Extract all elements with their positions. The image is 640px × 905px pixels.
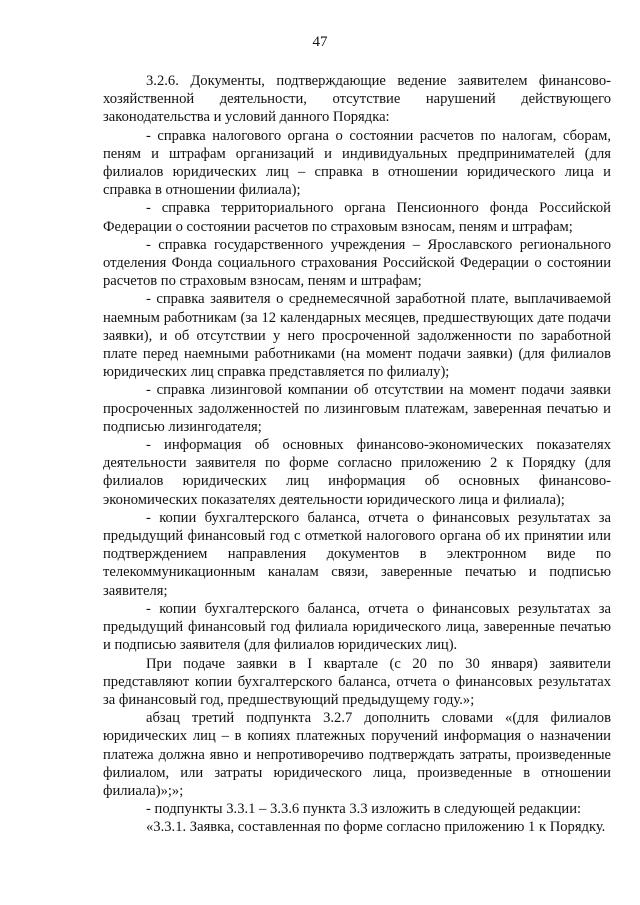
paragraph: - копии бухгалтерского баланса, отчета о финансовых результатах за предыдущий финансовый год с отметкой налогового органа об их принятии или подтверждением направления документов в электронном виде по телекоммуникационным каналам связи, заверенные печатью и подписью заявителя; xyxy=(103,509,611,599)
page-number: 47 xyxy=(312,34,328,50)
paragraph: - копии бухгалтерского баланса, отчета о финансовых результатах за предыдущий финансовый год филиала юридического лица, заверенные печатью и подписью заявителя (для филиалов юридических лиц). xyxy=(103,600,611,654)
paragraph: - справка налогового органа о состоянии расчетов по налогам, сборам, пеням и штрафам организаций и индивидуальных предпринимателей (для филиалов юридических лиц – справка в отношении юридического лица и справка в отношении филиала); xyxy=(103,127,611,199)
paragraph: - информация об основных финансово-экономических показателях деятельности заявителя по форме согласно приложению 2 к Порядку (для филиалов юридических лиц информация об основных финансово-экономических показателях деятельности юридического лица и филиала); xyxy=(103,437,611,508)
paragraph: 3.2.6. Документы, подтверждающие ведение заявителем финансово-хозяйственной деятельности, отсутствие нарушений действующего законодательства и условий данного Порядка: xyxy=(103,73,611,126)
paragraph: - справка лизинговой компании об отсутствии на момент подачи заявки просроченных задолженностей по лизинговым платежам, заверенная печатью и подписью лизингодателя; xyxy=(103,382,611,435)
paragraph: - справка территориального органа Пенсионного фонда Российской Федерации о состоянии расчетов по страховым взносам, пеням и штрафам; xyxy=(103,200,611,235)
paragraph: «3.3.1. Заявка, составленная по форме согласно приложению 1 к Порядку. xyxy=(146,819,606,836)
paragraph: При подаче заявки в I квартале (с 20 по 30 января) заявители представляют копии бухгалтерского баланса, отчета о финансовых результатах за финансовый год, предшествующий предыдущему году.»; xyxy=(103,655,611,708)
document-body xyxy=(103,72,611,837)
paragraph: - подпункты 3.3.1 – 3.3.6 пункта 3.3 изложить в следующей редакции: xyxy=(146,801,582,818)
paragraph: абзац третий подпункта 3.2.7 дополнить словами «(для филиалов юридических лиц – в копиях платежных поручений информация о назначении платежа должна явно и непротиворечиво подтверждать затраты, произведенные филиалом, или затраты юридического лица, произведенные в отношении филиала)»;»; xyxy=(103,710,611,799)
paragraph: - справка заявителя о среднемесячной заработной плате, выплачиваемой наемным работникам (за 12 календарных месяцев, предшествующих дате подачи заявки), и об отсутствии у него просроченной задолженности по заработной плате перед наемными работниками (на момент подачи заявки) (для филиалов юридических лиц справка представляется по филиалу); xyxy=(103,291,611,381)
paragraph: - справка государственного учреждения – Ярославского регионального отделения Фонда социального страхования Российской Федерации о состоянии расчетов по страховым взносам, пеням и штрафам; xyxy=(103,236,611,290)
